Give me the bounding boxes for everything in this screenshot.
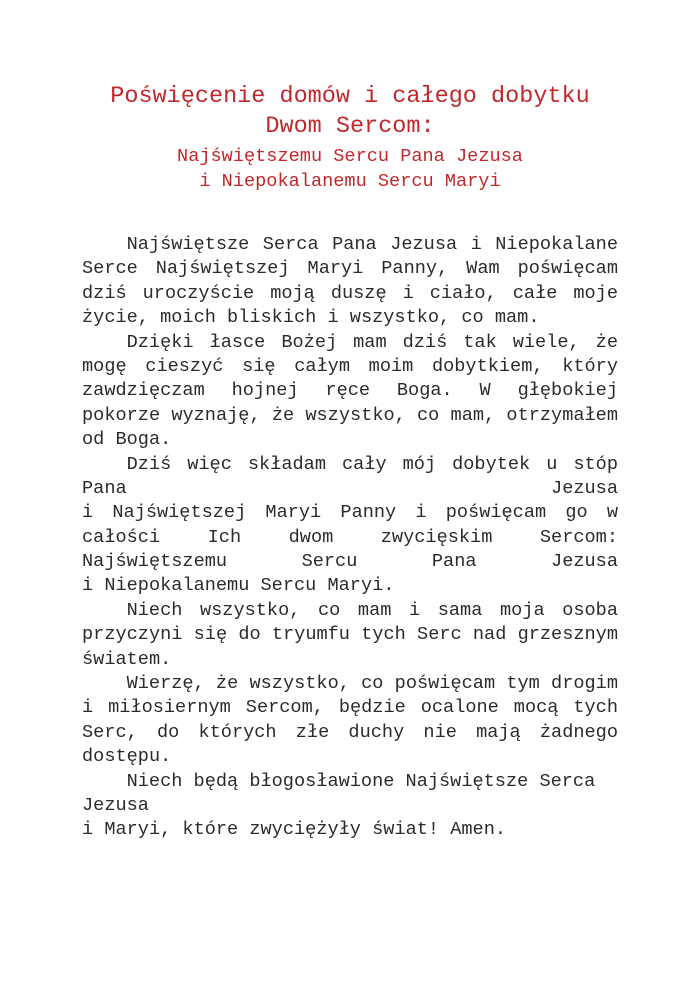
prayer-body [82,233,618,843]
text-line: zawdzięczam hojnej ręce Boga. W głębokiej [82,380,618,402]
text-line: Niech będą błogosławione Najświętsze Serca [126,770,596,792]
text-line: Niech wszystko, co mam i sama moja osoba [126,599,618,621]
text-line: dziś uroczyście moją duszę i ciało, całe moje [82,282,618,304]
title-block [0,82,700,194]
text-line: Dzięki łasce Bożej mam dziś tak wiele, że [126,331,618,353]
text-line: Pana Jezusa [82,477,618,499]
title-line-2: Dwom Sercom: [265,113,435,140]
text-line: pokorze wyznaję, że wszystko, co mam, otrzymałem [82,404,618,426]
subtitle-line-1: Najświętszemu Sercu Pana Jezusa [177,146,523,167]
text-line: Dziś więc składam cały mój dobytek u stóp [126,453,618,475]
text-line: mogę cieszyć się całym moim dobytkiem, który [82,355,618,377]
text-line: Serce Najświętszej Maryi Panny, Wam poświęcam [82,258,618,280]
text-line: przyczyni się do tryumfu tych Serc nad grzesznym [82,624,618,646]
title-line-1: Poświęcenie domów i całego dobytku [110,83,590,110]
text-line: Najświętsze Serca Pana Jezusa i Niepokalane [126,234,618,255]
text-line: i miłosiernym Sercom, będzie ocalone mocą tych [82,697,618,719]
text-line: od Boga. [82,429,172,451]
text-line: Serc, do których złe duchy nie mają żadnego [82,721,618,743]
subtitle-line-2: i Niepokalanemu Sercu Maryi [199,171,501,192]
text-line: i Maryi, które zwyciężyły świat! Amen. [82,819,507,841]
text-line: całości Ich dwom zwycięskim Sercom: [82,526,618,548]
text-line: i Najświętszej Maryi Panny i poświęcam go w [82,502,618,524]
text-line: Jezusa [82,794,149,816]
text-line: światem. [82,648,172,670]
text-line: życie, moich bliskich i wszystko, co mam. [82,307,540,329]
text-line: i Niepokalanemu Sercu Maryi. [82,575,395,597]
text-line: Wierzę, że wszystko, co poświęcam tym drogim [126,673,618,695]
text-line: Najświętszemu Sercu Pana Jezusa [82,551,618,573]
text-line: dostępu. [82,746,172,768]
